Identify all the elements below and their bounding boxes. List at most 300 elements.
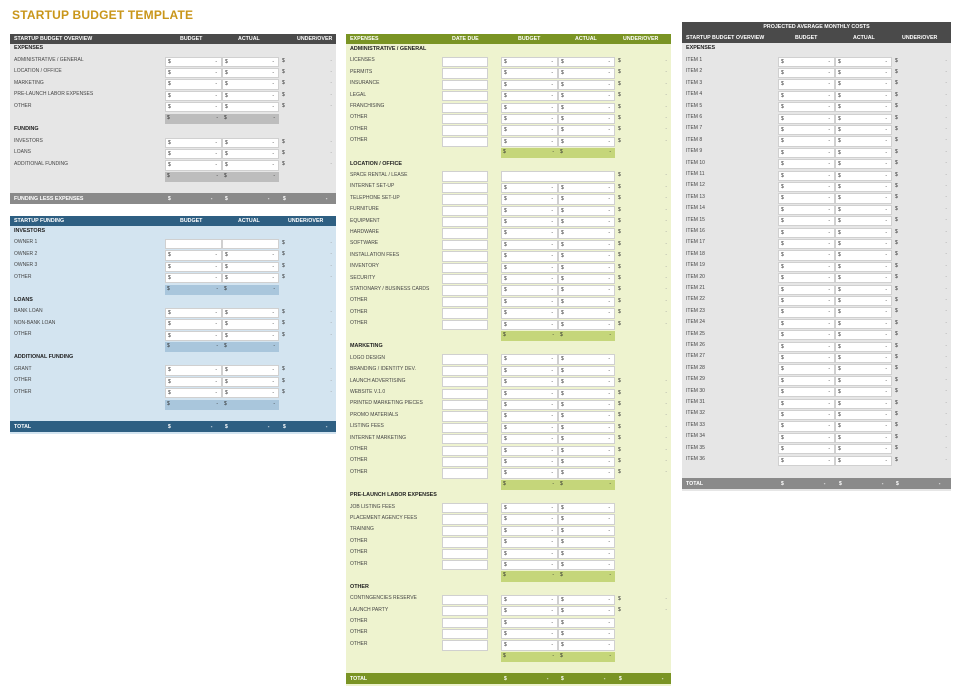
projected-row-cell-0[interactable] <box>778 250 835 260</box>
expense-row-cell-2[interactable] <box>558 400 615 410</box>
projected-row-cell-1-value: - <box>885 218 887 225</box>
funding-row-cell-0[interactable] <box>165 273 222 283</box>
projected-row-cell-0[interactable] <box>778 182 835 192</box>
expense-row-cell-2[interactable] <box>558 468 615 478</box>
expense-row-cell-0[interactable] <box>442 114 488 124</box>
expense-row-cell-2-currency: $ <box>561 230 564 237</box>
funding-row-cell-1[interactable] <box>222 365 279 375</box>
overview-panel <box>10 34 336 204</box>
projected-row-cell-0[interactable] <box>778 399 835 409</box>
expense-row-cell-2[interactable] <box>558 297 615 307</box>
expense-row-cell-1[interactable] <box>501 618 558 628</box>
expense-row-cell-0[interactable] <box>442 251 488 261</box>
expense-row-cell-2[interactable] <box>558 228 615 238</box>
expense-row-cell-1[interactable] <box>501 389 558 399</box>
overview-expense-row-cell-1[interactable] <box>222 57 279 67</box>
projected-row-cell-1[interactable] <box>835 102 892 112</box>
projected-row-cell-0[interactable] <box>778 148 835 158</box>
expense-row-cell-1[interactable] <box>501 514 558 524</box>
expense-row-cell-1[interactable] <box>501 446 558 456</box>
expense-row-cell-1[interactable] <box>501 434 558 444</box>
overview-expense-row-cell-0[interactable] <box>165 57 222 67</box>
expense-row-cell-2[interactable] <box>558 389 615 399</box>
expense-row-cell-3-currency: $ <box>618 69 621 76</box>
projected-row-cell-1[interactable] <box>835 125 892 135</box>
expense-row-cell-1[interactable] <box>501 240 558 250</box>
expense-row-cell-0[interactable] <box>442 125 488 135</box>
expense-row-cell-1-currency: $ <box>504 505 507 511</box>
expense-row-cell-1[interactable] <box>501 549 558 559</box>
projected-row-label: ITEM 1 <box>686 57 703 63</box>
funding-row-cell-0[interactable] <box>165 319 222 329</box>
expense-row-cell-2[interactable] <box>558 68 615 78</box>
expense-row-cell-1[interactable] <box>501 457 558 467</box>
expense-row-cell-2-currency: $ <box>561 184 564 191</box>
expense-row-cell-2[interactable] <box>558 240 615 250</box>
projected-row-cell-1[interactable] <box>835 342 892 352</box>
expense-row-cell-1-value: - <box>551 115 553 122</box>
projected-row-cell-1[interactable] <box>835 114 892 124</box>
expense-row-cell-1[interactable] <box>501 595 558 605</box>
projected-row-cell-0[interactable] <box>778 136 835 146</box>
projected-row-cell-1[interactable] <box>835 57 892 67</box>
expenses-header-col-3: ACTUAL <box>575 36 597 42</box>
expense-row-cell-2[interactable] <box>558 285 615 295</box>
expense-row-label: OTHER <box>350 137 368 144</box>
projected-row-cell-1[interactable] <box>835 364 892 374</box>
expenses-subtotal-0-cell-1 <box>558 148 615 158</box>
expense-row-cell-0[interactable] <box>442 503 488 513</box>
expense-row-cell-1[interactable] <box>501 91 558 101</box>
expense-row-cell-2[interactable] <box>558 274 615 284</box>
funding-row-cell-0[interactable] <box>165 250 222 260</box>
expense-row-cell-0[interactable] <box>442 560 488 570</box>
projected-row-cell-0-value: - <box>828 377 830 384</box>
funding-row-cell-0[interactable] <box>165 377 222 387</box>
expense-row-cell-0[interactable] <box>442 468 488 478</box>
expense-row-cell-0[interactable] <box>442 377 488 387</box>
expense-row-cell-1[interactable] <box>501 57 558 67</box>
expense-row-cell-1[interactable] <box>501 411 558 421</box>
expense-row-cell-0[interactable] <box>442 354 488 364</box>
projected-total-bar-label: TOTAL <box>686 480 704 487</box>
overview-funding-row-cell-1[interactable] <box>222 160 279 170</box>
expense-row-cell-0[interactable] <box>442 297 488 307</box>
expense-row-cell-1[interactable] <box>501 308 558 318</box>
expense-row-cell-0[interactable] <box>442 194 488 204</box>
projected-row-cell-1[interactable] <box>835 91 892 101</box>
expense-row-cell-1[interactable] <box>501 183 558 193</box>
projected-row <box>682 307 951 318</box>
expenses-header <box>346 34 671 44</box>
projected-row-cell-0[interactable] <box>778 410 835 420</box>
projected-row-cell-0[interactable] <box>778 444 835 454</box>
expense-row-cell-0[interactable] <box>442 217 488 227</box>
projected-row-cell-0[interactable] <box>778 91 835 101</box>
projected-row-cell-1[interactable] <box>835 456 892 466</box>
expense-row-cell-3 <box>616 595 671 605</box>
expense-row-cell-1[interactable] <box>501 560 558 570</box>
overview-funding-row-cell-2-value: - <box>330 161 332 168</box>
expense-row-cell-1[interactable] <box>501 640 558 650</box>
projected-row <box>682 398 951 409</box>
projected-row-cell-1[interactable] <box>835 79 892 89</box>
projected-row <box>682 375 951 386</box>
overview-funding-row-cell-0-currency: $ <box>168 162 171 169</box>
projected-row-cell-1[interactable] <box>835 399 892 409</box>
overview-expense-row-cell-0[interactable] <box>165 91 222 101</box>
funding-row-cell-0[interactable] <box>165 239 222 249</box>
expense-row-cell-0[interactable] <box>442 91 488 101</box>
expense-row-cell-2[interactable] <box>558 606 615 616</box>
projected-row-cell-1-value: - <box>885 297 887 304</box>
projected-header-col-1: BUDGET <box>795 35 818 41</box>
projected-row-cell-1[interactable] <box>835 68 892 78</box>
funding-row-cell-1[interactable] <box>222 262 279 272</box>
expense-row-cell-2[interactable] <box>558 217 615 227</box>
projected-row-cell-0-value: - <box>828 218 830 225</box>
projected-row-cell-1[interactable] <box>835 421 892 431</box>
overview-expense-row-cell-0[interactable] <box>165 102 222 112</box>
expense-row-label: PROMO MATERIALS <box>350 411 399 418</box>
expense-row-cell-1[interactable] <box>501 68 558 78</box>
expense-row-cell-0[interactable] <box>442 320 488 330</box>
projected-row-cell-1[interactable] <box>835 182 892 192</box>
expense-row-cell-2-value: - <box>608 470 610 477</box>
projected-title: PROJECTED AVERAGE MONTHLY COSTS <box>682 22 951 33</box>
projected-row-cell-0[interactable] <box>778 79 835 89</box>
projected-row-cell-1[interactable] <box>835 159 892 169</box>
expense-row-cell-0[interactable] <box>442 606 488 616</box>
expense-row-cell-2[interactable] <box>558 91 615 101</box>
overview-funding-row-cell-1[interactable] <box>222 149 279 159</box>
expense-row-cell-1[interactable] <box>501 503 558 513</box>
expense-row-cell-1[interactable] <box>501 400 558 410</box>
projected-row-cell-2-value: - <box>945 342 947 349</box>
expense-row-cell-0[interactable] <box>442 68 488 78</box>
expense-row-cell-2[interactable] <box>558 595 615 605</box>
expense-row-cell-2[interactable] <box>558 125 615 135</box>
funding-row-cell-0[interactable] <box>165 388 222 398</box>
funding-row-cell-1-value: - <box>272 252 274 259</box>
projected-row-cell-0[interactable] <box>778 342 835 352</box>
funding-row-cell-1[interactable] <box>222 250 279 260</box>
expense-row-cell-0[interactable] <box>442 526 488 536</box>
expense-row-cell-2[interactable] <box>558 103 615 113</box>
expense-row-cell-0[interactable] <box>442 171 488 181</box>
expense-row-cell-0[interactable] <box>442 366 488 376</box>
projected-row-cell-0[interactable] <box>778 171 835 181</box>
expense-row-cell-1[interactable] <box>501 320 558 330</box>
overview-funding-row-cell-0[interactable] <box>165 160 222 170</box>
expense-row-cell-1[interactable] <box>501 354 558 364</box>
projected-section <box>682 44 951 55</box>
projected-row-cell-0[interactable] <box>778 228 835 238</box>
expense-row-cell-1[interactable] <box>501 137 558 147</box>
expense-row-cell-1[interactable] <box>501 537 558 547</box>
expense-row-cell-1[interactable] <box>501 274 558 284</box>
projected-row-cell-0[interactable] <box>778 376 835 386</box>
expense-row-cell-0[interactable] <box>442 411 488 421</box>
expense-row-cell-0[interactable] <box>442 457 488 467</box>
overview-funding-row-cell-2-currency: $ <box>282 149 285 156</box>
expense-row-label: EQUIPMENT <box>350 217 380 224</box>
funding-row-cell-1[interactable] <box>222 319 279 329</box>
projected-row-cell-0[interactable] <box>778 456 835 466</box>
projected-row-cell-0[interactable] <box>778 57 835 67</box>
overview-expense-row <box>10 67 336 78</box>
projected-row-cell-1[interactable] <box>835 330 892 340</box>
expense-row-cell-0[interactable] <box>442 595 488 605</box>
expense-row-cell-0[interactable] <box>442 240 488 250</box>
projected-row-cell-0[interactable] <box>778 387 835 397</box>
projected-row-cell-2-currency: $ <box>895 148 898 155</box>
projected-row-cell-0[interactable] <box>778 102 835 112</box>
funding-row-cell-0[interactable] <box>165 331 222 341</box>
expense-row-cell-0[interactable] <box>442 285 488 295</box>
expenses-subtotal-1-cell-1 <box>558 331 615 341</box>
expense-row-cell-1[interactable] <box>501 228 558 238</box>
expense-row-cell-2[interactable] <box>558 526 615 536</box>
projected-row-cell-1[interactable] <box>835 148 892 158</box>
projected-row-cell-0[interactable] <box>778 285 835 295</box>
expense-row-cell-2-value: - <box>608 447 610 454</box>
expense-row-cell-2[interactable] <box>558 377 615 387</box>
expense-row-cell-0[interactable] <box>442 137 488 147</box>
expense-row-cell-0[interactable] <box>442 103 488 113</box>
expense-row-cell-2[interactable] <box>558 457 615 467</box>
funding-row-cell-1[interactable] <box>222 239 279 249</box>
expense-row-cell-1[interactable] <box>501 629 558 639</box>
expense-row-cell-0[interactable] <box>442 514 488 524</box>
projected-row-cell-0[interactable] <box>778 125 835 135</box>
expense-row-cell-0[interactable] <box>442 618 488 628</box>
funding-row-cell-1[interactable] <box>222 377 279 387</box>
expense-row-cell-2[interactable] <box>558 57 615 67</box>
expense-row-cell-1[interactable] <box>501 217 558 227</box>
expense-row-cell-0[interactable] <box>442 274 488 284</box>
projected-row-cell-1[interactable] <box>835 319 892 329</box>
expense-row-cell-2[interactable] <box>558 80 615 90</box>
expense-row-cell-2[interactable] <box>558 114 615 124</box>
expense-row-cell-2[interactable] <box>558 183 615 193</box>
expense-row-cell-0[interactable] <box>442 228 488 238</box>
projected-row-cell-2-currency: $ <box>895 274 898 281</box>
funding-row-cell-0[interactable] <box>165 262 222 272</box>
projected-row-cell-2-value: - <box>945 262 947 269</box>
expense-row-cell-0[interactable] <box>442 549 488 559</box>
projected-row-label: ITEM 35 <box>686 444 705 451</box>
expense-row-cell-2[interactable] <box>558 194 615 204</box>
expense-row-cell-1[interactable] <box>501 103 558 113</box>
expense-row-cell-1[interactable] <box>501 251 558 261</box>
expense-row-cell-2-value: - <box>608 596 610 603</box>
funding-row-cell-1[interactable] <box>222 273 279 283</box>
projected-row-cell-0[interactable] <box>778 193 835 203</box>
expense-row-cell-1-value: - <box>551 619 553 626</box>
projected-row-cell-0[interactable] <box>778 68 835 78</box>
overview-expense-row-cell-1[interactable] <box>222 68 279 78</box>
expenses-subtotal-2-cell-1 <box>558 480 615 490</box>
expense-row-cell-2[interactable] <box>558 137 615 147</box>
projected-row-cell-0[interactable] <box>778 307 835 317</box>
expense-row-cell-2[interactable] <box>558 503 615 513</box>
projected-row-cell-1[interactable] <box>835 250 892 260</box>
overview-expense-row-cell-1[interactable] <box>222 102 279 112</box>
projected-row-cell-0[interactable] <box>778 433 835 443</box>
expense-row-cell-2[interactable] <box>558 549 615 559</box>
overview-expense-row-cell-1[interactable] <box>222 91 279 101</box>
expense-row-cell-2[interactable] <box>558 308 615 318</box>
expense-row-cell-1[interactable] <box>501 423 558 433</box>
projected-row-cell-0[interactable] <box>778 216 835 226</box>
projected-row-cell-0[interactable] <box>778 296 835 306</box>
funding-panel <box>10 216 336 434</box>
expense-row-cell-0[interactable] <box>442 263 488 273</box>
expense-row-cell-0[interactable] <box>442 640 488 650</box>
projected-row-cell-2-value: - <box>945 319 947 326</box>
expense-row-cell-2[interactable] <box>558 618 615 628</box>
overview-expense-row-cell-0[interactable] <box>165 79 222 89</box>
projected-row-cell-2-currency: $ <box>895 319 898 326</box>
projected-row-cell-1[interactable] <box>835 296 892 306</box>
expense-row-cell-0[interactable] <box>442 183 488 193</box>
projected-row-cell-1[interactable] <box>835 376 892 386</box>
expense-row-cell-0[interactable] <box>442 446 488 456</box>
overview-funding-row-cell-1[interactable] <box>222 138 279 148</box>
projected-row-cell-0[interactable] <box>778 205 835 215</box>
expense-row-cell-1[interactable] <box>501 263 558 273</box>
expense-row-cell-1[interactable] <box>501 206 558 216</box>
funding-row-cell-1[interactable] <box>222 308 279 318</box>
expense-row-cell-0[interactable] <box>442 629 488 639</box>
projected-row-cell-1[interactable] <box>835 136 892 146</box>
projected-row-cell-1[interactable] <box>835 444 892 454</box>
expense-row-cell-2[interactable] <box>558 560 615 570</box>
expense-row-cell-0[interactable] <box>442 308 488 318</box>
expense-row-cell-0[interactable] <box>442 57 488 67</box>
expense-row-cell-2[interactable] <box>558 411 615 421</box>
projected-row-cell-1[interactable] <box>835 410 892 420</box>
expense-row-cell-2[interactable] <box>558 434 615 444</box>
expense-row-cell-2[interactable] <box>558 263 615 273</box>
expense-row-cell-2[interactable] <box>558 354 615 364</box>
projected-row-cell-1[interactable] <box>835 433 892 443</box>
funding-row-label: OTHER <box>14 377 32 384</box>
expense-row-cell-2[interactable] <box>558 537 615 547</box>
overview-funding-subtotal-cell-0 <box>165 172 222 182</box>
projected-row-cell-1-value: - <box>885 195 887 202</box>
expense-row-cell-2[interactable] <box>558 446 615 456</box>
expenses-subtotal-4-cell-0-currency: $ <box>503 652 506 659</box>
projected-row-cell-1[interactable] <box>835 285 892 295</box>
projected-row-cell-1[interactable] <box>835 273 892 283</box>
overview-funding-row-cell-0[interactable] <box>165 149 222 159</box>
projected-row-cell-0[interactable] <box>778 262 835 272</box>
projected-row-cell-2-value: - <box>945 91 947 98</box>
expense-row-cell-1[interactable] <box>501 526 558 536</box>
projected-row-cell-1[interactable] <box>835 228 892 238</box>
expense-row-cell-1[interactable] <box>501 80 558 90</box>
expense-row-cell-2[interactable] <box>558 366 615 376</box>
expense-row-cell-0[interactable] <box>442 389 488 399</box>
expense-row-cell-2-value: - <box>608 70 610 77</box>
expense-row-cell-1[interactable] <box>501 377 558 387</box>
projected-row-cell-0[interactable] <box>778 273 835 283</box>
projected-row-cell-1[interactable] <box>835 387 892 397</box>
projected-row-cell-0[interactable] <box>778 239 835 249</box>
funding-row-cell-0[interactable] <box>165 308 222 318</box>
expenses-subtotal-1-cell-1-currency: $ <box>560 332 563 338</box>
projected-row-cell-0[interactable] <box>778 114 835 124</box>
projected-row-cell-0[interactable] <box>778 159 835 169</box>
projected-row-cell-2 <box>893 171 951 181</box>
funding-row-label: OWNER 2 <box>14 250 38 257</box>
expense-row-cell-2-value: - <box>608 58 610 65</box>
expense-row-cell-1[interactable] <box>501 285 558 295</box>
overview-expense-row-cell-1[interactable] <box>222 79 279 89</box>
projected-row-cell-0[interactable] <box>778 421 835 431</box>
projected-row-cell-1[interactable] <box>835 239 892 249</box>
projected-row-cell-0[interactable] <box>778 319 835 329</box>
expense-row-cell-2[interactable] <box>558 423 615 433</box>
overview-expense-row-cell-0[interactable] <box>165 68 222 78</box>
expense-row-cell-2[interactable] <box>558 629 615 639</box>
expense-row-cell-0[interactable] <box>442 537 488 547</box>
projected-row-cell-0[interactable] <box>778 330 835 340</box>
expense-row-cell-0[interactable] <box>442 423 488 433</box>
projected-row-cell-1[interactable] <box>835 193 892 203</box>
expense-row-cell-1[interactable] <box>501 194 558 204</box>
projected-row-cell-1[interactable] <box>835 216 892 226</box>
expense-row-cell-1[interactable] <box>501 114 558 124</box>
expense-row-cell-2[interactable] <box>558 251 615 261</box>
overview-funding-subtotal <box>10 171 336 182</box>
expense-row-cell-0[interactable] <box>442 80 488 90</box>
expense-row-cell-1[interactable] <box>501 468 558 478</box>
expense-row-cell-0[interactable] <box>442 400 488 410</box>
projected-row-cell-0[interactable] <box>778 353 835 363</box>
projected-row-cell-1[interactable] <box>835 353 892 363</box>
expense-row-cell-1[interactable] <box>501 606 558 616</box>
expense-row-cell-1[interactable] <box>501 125 558 135</box>
overview-funding-row-cell-0[interactable] <box>165 138 222 148</box>
projected-row-cell-1[interactable] <box>835 171 892 181</box>
funding-row-cell-1[interactable] <box>222 331 279 341</box>
expense-row-cell-2[interactable] <box>558 640 615 650</box>
expenses-subtotal-3-cell-0 <box>501 571 558 581</box>
projected-row-cell-1[interactable] <box>835 307 892 317</box>
funding-row-cell-1[interactable] <box>222 388 279 398</box>
expense-row-cell-0[interactable] <box>442 434 488 444</box>
projected-row-cell-1[interactable] <box>835 205 892 215</box>
expense-row-cell-2[interactable] <box>558 320 615 330</box>
projected-row-cell-1-value: - <box>885 377 887 384</box>
expense-row-cell-1[interactable] <box>501 366 558 376</box>
funding-less-expenses-bar-cell-1-value: - <box>267 195 270 202</box>
expense-row-cell-2[interactable] <box>558 514 615 524</box>
projected-row-cell-1-value: - <box>885 81 887 88</box>
projected-row-cell-0[interactable] <box>778 364 835 374</box>
projected-row-cell-0-value: - <box>828 286 830 293</box>
expense-row-cell-0[interactable] <box>442 206 488 216</box>
expenses-subtotal-4-cell-1-value: - <box>609 652 611 659</box>
funding-row-cell-0[interactable] <box>165 365 222 375</box>
projected-row-cell-1[interactable] <box>835 262 892 272</box>
expense-row-cell-2[interactable] <box>558 206 615 216</box>
expense-row-cell-1[interactable] <box>501 171 615 181</box>
expense-row-cell-1[interactable] <box>501 297 558 307</box>
